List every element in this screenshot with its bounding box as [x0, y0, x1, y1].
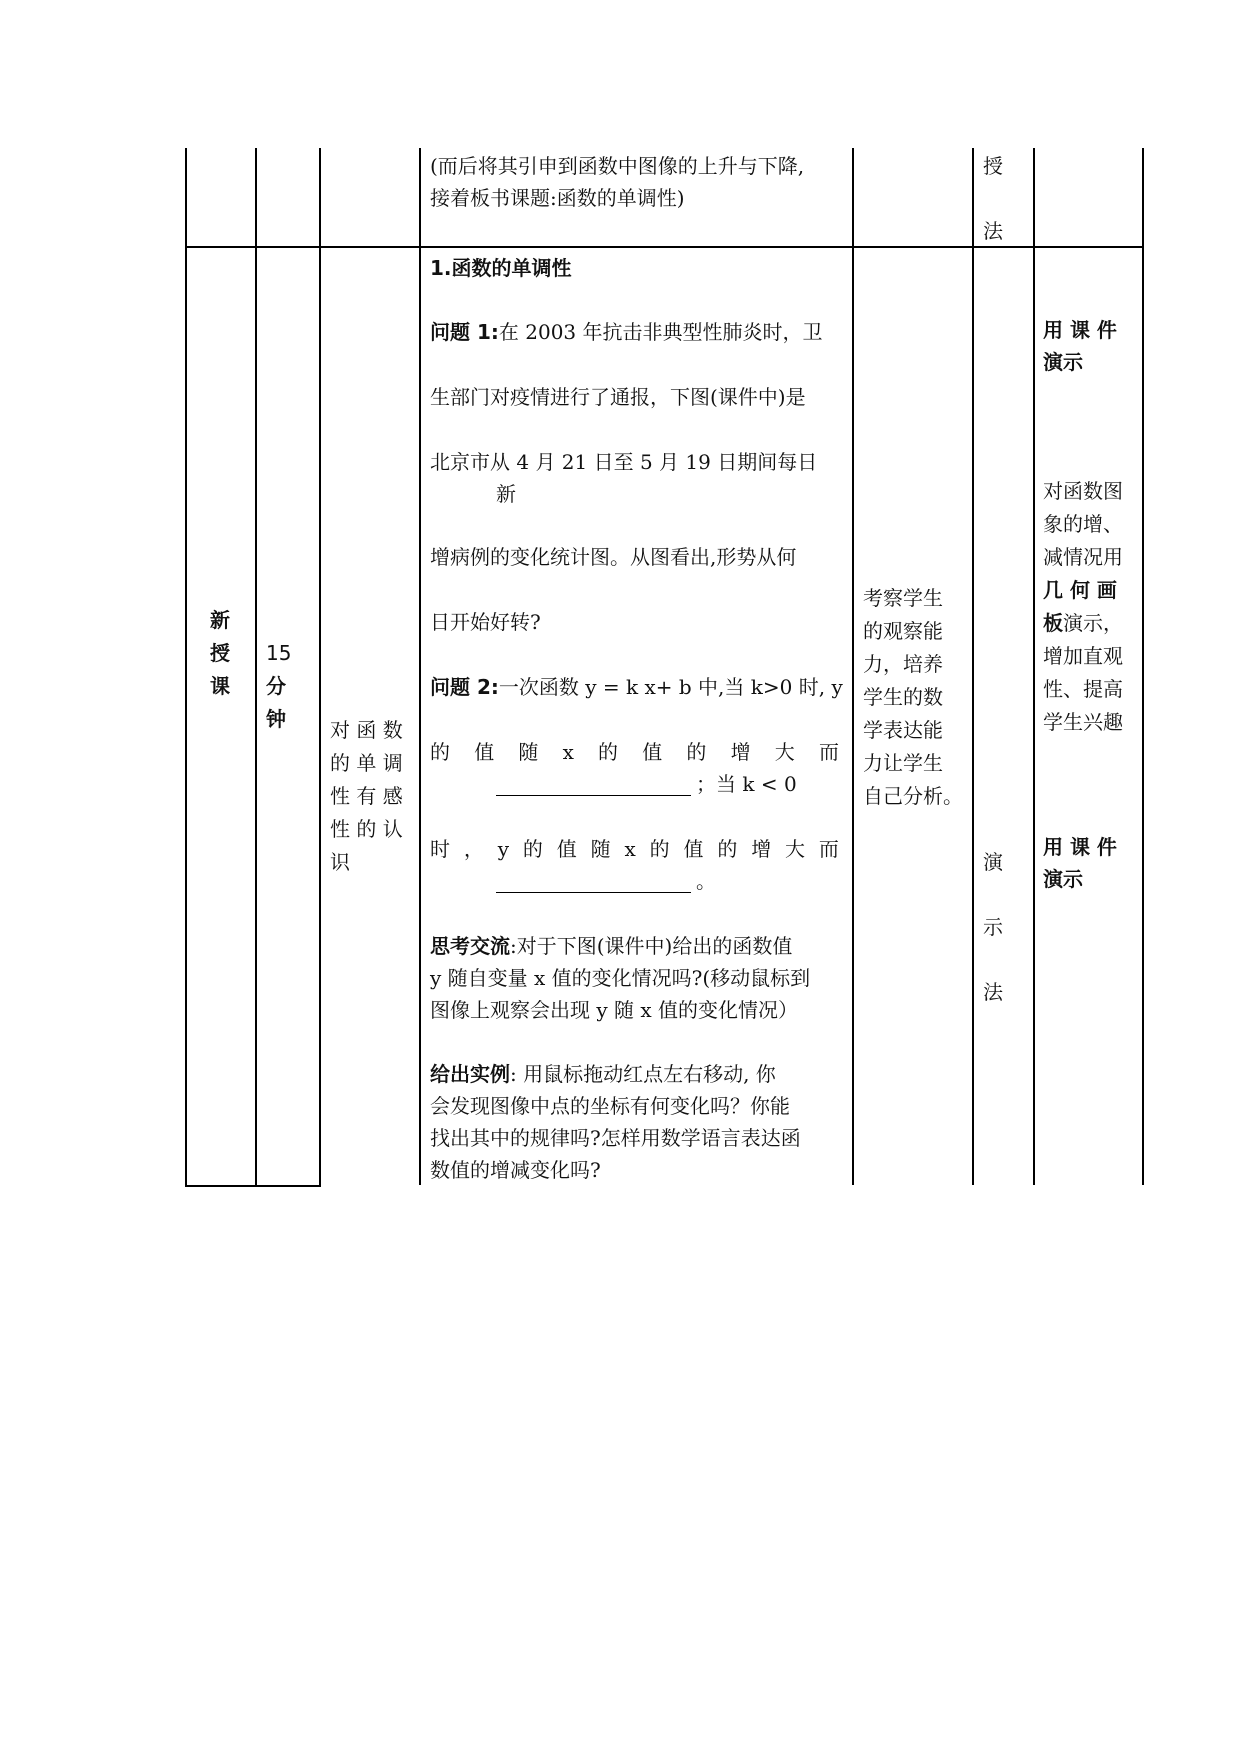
top-content-line: 接着板书课题:函数的单调性)	[430, 186, 685, 210]
intent-line: 学生的数	[863, 685, 943, 709]
intent-line: 自己分析。	[863, 784, 963, 808]
top-method-char: 授	[983, 154, 1003, 178]
think-text: :对于下图(课件中)给出的函数值	[510, 934, 793, 958]
question-1-line: 日开始好转?	[430, 610, 541, 634]
media-note-bold: 几 何 画	[1043, 578, 1117, 602]
goal-line: 对 函 数	[330, 718, 403, 742]
table-divider	[852, 148, 854, 1185]
goal-line: 性 的 认	[330, 817, 403, 841]
question-1-line: 北京市从 4 月 21 日至 5 月 19 日期间每日	[430, 450, 818, 474]
word: 增	[730, 740, 751, 764]
word: 值	[642, 740, 663, 764]
media-note: 象的增、	[1043, 512, 1123, 536]
table-divider	[255, 148, 257, 1185]
word: 的	[598, 740, 619, 764]
media-note: 学生兴趣	[1043, 710, 1123, 734]
question-2-text: 一次函数 y = k x+ b 中,当 k>0 时, y	[498, 675, 843, 699]
word: 而	[818, 837, 839, 861]
word: 增	[751, 837, 772, 861]
word: 大	[785, 837, 806, 861]
stage-char: 新	[210, 608, 230, 632]
word: 的	[717, 837, 738, 861]
method-char: 示	[983, 915, 1003, 939]
think-line: 图像上观察会出现 y 随 x 值的变化情况）	[430, 998, 799, 1022]
media-note: 增加直观	[1043, 644, 1123, 668]
intent-line: 学表达能	[863, 718, 943, 742]
word: 时	[430, 837, 450, 861]
question-2-line-justified	[430, 833, 839, 865]
word: 随	[590, 837, 611, 861]
blank-line	[496, 892, 691, 893]
media-note: 对函数图	[1043, 479, 1123, 503]
table-border-bottom	[185, 1185, 321, 1187]
question-1-label: 问题 1:	[430, 320, 499, 344]
section-heading: 1.函数的单调性	[430, 256, 572, 280]
intent-line: 力，培养	[863, 652, 943, 676]
question-1-text: 在 2003 年抗击非典型性肺炎时，卫	[498, 320, 823, 344]
example-line: 会发现图像中点的坐标有何变化吗？你能	[430, 1094, 790, 1118]
word: x	[562, 740, 574, 764]
word: 的	[430, 740, 450, 764]
word: 而	[818, 740, 839, 764]
table-divider	[972, 148, 974, 1185]
table-divider	[1033, 148, 1035, 1185]
word: 的	[522, 837, 543, 861]
media-note: 演示	[1043, 350, 1083, 374]
question-2-line: 。	[696, 869, 716, 893]
goal-line: 识	[330, 850, 350, 874]
question-2-label: 问题 2:	[430, 675, 499, 699]
question-1-line: 增病例的变化统计图。从图看出,形势从何	[430, 545, 797, 569]
goal-line: 性 有 感	[330, 784, 403, 808]
word: 值	[683, 837, 704, 861]
example	[430, 1058, 776, 1090]
question-1-line: 生部门对疫情进行了通报，下图(课件中)是	[430, 385, 806, 409]
think-line: y 随自变量 x 值的变化情况吗?(移动鼠标到	[430, 966, 811, 990]
stage-char: 课	[210, 674, 230, 698]
word: 大	[774, 740, 795, 764]
think-label: 思考交流	[430, 934, 510, 958]
media-note-bold: 板	[1043, 611, 1063, 635]
question-2-line: ；当 k < 0	[696, 772, 797, 796]
media-note	[1043, 607, 1123, 639]
method-char: 法	[983, 980, 1003, 1004]
media-note: 演示	[1043, 867, 1083, 891]
intent-line: 的观察能	[863, 619, 943, 643]
goal-line: 的 单 调	[330, 751, 403, 775]
intent-line: 考察学生	[863, 586, 943, 610]
media-note-tail: 演示，	[1063, 611, 1123, 635]
time-value: 15	[266, 641, 292, 665]
example-text: : 用鼠标拖动红点左右移动, 你	[510, 1062, 776, 1086]
table-divider	[419, 148, 421, 1185]
word: x	[624, 837, 636, 861]
media-note: 用 课 件	[1043, 318, 1117, 342]
word: 的	[686, 740, 707, 764]
time-unit-char: 分	[266, 674, 286, 698]
table-border-right	[1142, 148, 1144, 1185]
question-2	[430, 671, 843, 703]
word: ，	[463, 837, 484, 861]
word: 随	[518, 740, 539, 764]
question-1-line: 新	[496, 482, 516, 506]
example-line: 数值的增减变化吗?	[430, 1158, 601, 1182]
word: 值	[556, 837, 577, 861]
question-1	[430, 316, 823, 348]
media-note: 用 课 件	[1043, 835, 1117, 859]
time-unit-char: 钟	[266, 707, 286, 731]
word: y	[497, 837, 510, 861]
intent-line: 力让学生	[863, 751, 943, 775]
top-method-char: 法	[983, 219, 1003, 243]
media-note: 减情况用	[1043, 545, 1123, 569]
top-content-line: (而后将其引申到函数中图像的上升与下降,	[430, 154, 805, 178]
think-exchange	[430, 930, 792, 962]
blank-line	[496, 795, 691, 796]
method-char: 演	[983, 850, 1003, 874]
table-divider	[319, 148, 321, 1185]
table-border-left	[185, 148, 187, 1185]
stage-char: 授	[210, 641, 230, 665]
media-note: 性、提高	[1043, 677, 1123, 701]
example-line: 找出其中的规律吗?怎样用数学语言表达函	[430, 1126, 801, 1150]
word: 值	[474, 740, 495, 764]
example-label: 给出实例	[430, 1062, 510, 1086]
word: 的	[649, 837, 670, 861]
question-2-line-justified	[430, 736, 839, 768]
